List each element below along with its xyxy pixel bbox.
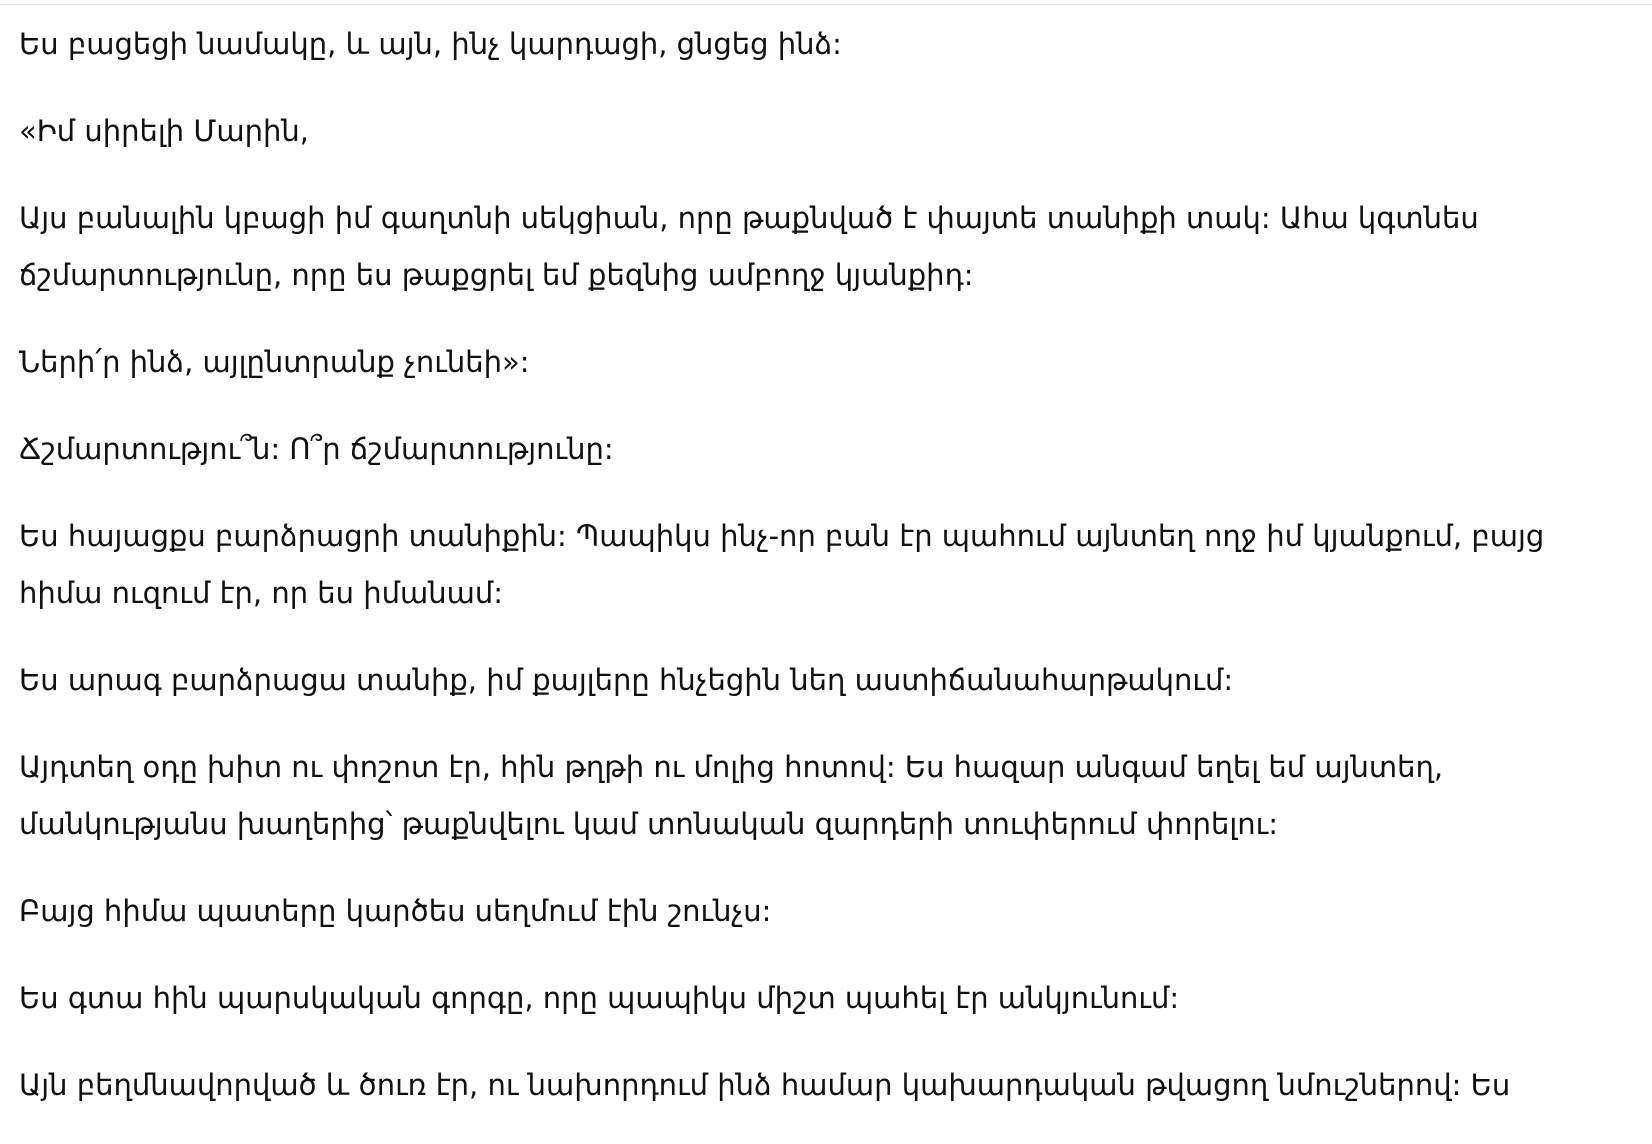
paragraph-5: Ճշմարտությու՞ն: Ո՞ր ճշմարտությունը: bbox=[19, 432, 614, 466]
paragraph-1: Ես բացեցի նամակը, և այն, ինչ կարդացի, ցնցեց ինձ: bbox=[19, 27, 842, 61]
paragraph-3: Այս բանալին կբացի իմ գաղտնի սեկցիան, որը թաքնված է փայտե տանիքի տակ: Ահա կգտնես ճշմարտությունը, որը ես թաքցրել եմ քեզնից ամբողջ կյանքիդ: bbox=[19, 201, 1479, 292]
top-divider bbox=[0, 4, 1652, 5]
paragraph-11: Այն բեղմնավորված և ծուռ էր, ու նախորդում ինձ համար կախարդական թվացող նմուշներով: Ես bbox=[19, 1068, 1511, 1102]
paragraph-7: Ես արագ բարձրացա տանիք, իմ քայլերը հնչեցին նեղ աստիճանահարթակում: bbox=[19, 663, 1234, 697]
paragraph-6: Ես հայացքս բարձրացրի տանիքին: Պապիկս ինչ-որ բան էր պահում այնտեղ ողջ իմ կյանքում, բայց հիմա ուզում էր, որ ես իմանամ: bbox=[19, 519, 1545, 610]
paragraph-2: «Իմ սիրելի Մարին, bbox=[19, 114, 309, 148]
document-body bbox=[19, 16, 1619, 1144]
paragraph-10: Ես գտա հին պարսկական գորգը, որը պապիկս միշտ պահել էր անկյունում: bbox=[19, 981, 1180, 1015]
paragraph-4: Ների՛ր ինձ, այլընտրանք չունեի»: bbox=[19, 345, 530, 379]
paragraph-9: Բայց հիմա պատերը կարծես սեղմում էին շունչս: bbox=[19, 894, 772, 928]
paragraph-8: Այդտեղ օդը խիտ ու փոշոտ էր, հին թղթի ու մոլից հոտով: Ես հազար անգամ եղել եմ այնտեղ, մանկությանս խաղերից՝ թաքնվելու կամ տոնական զարդերի տուփերում փորելու: bbox=[19, 750, 1444, 841]
